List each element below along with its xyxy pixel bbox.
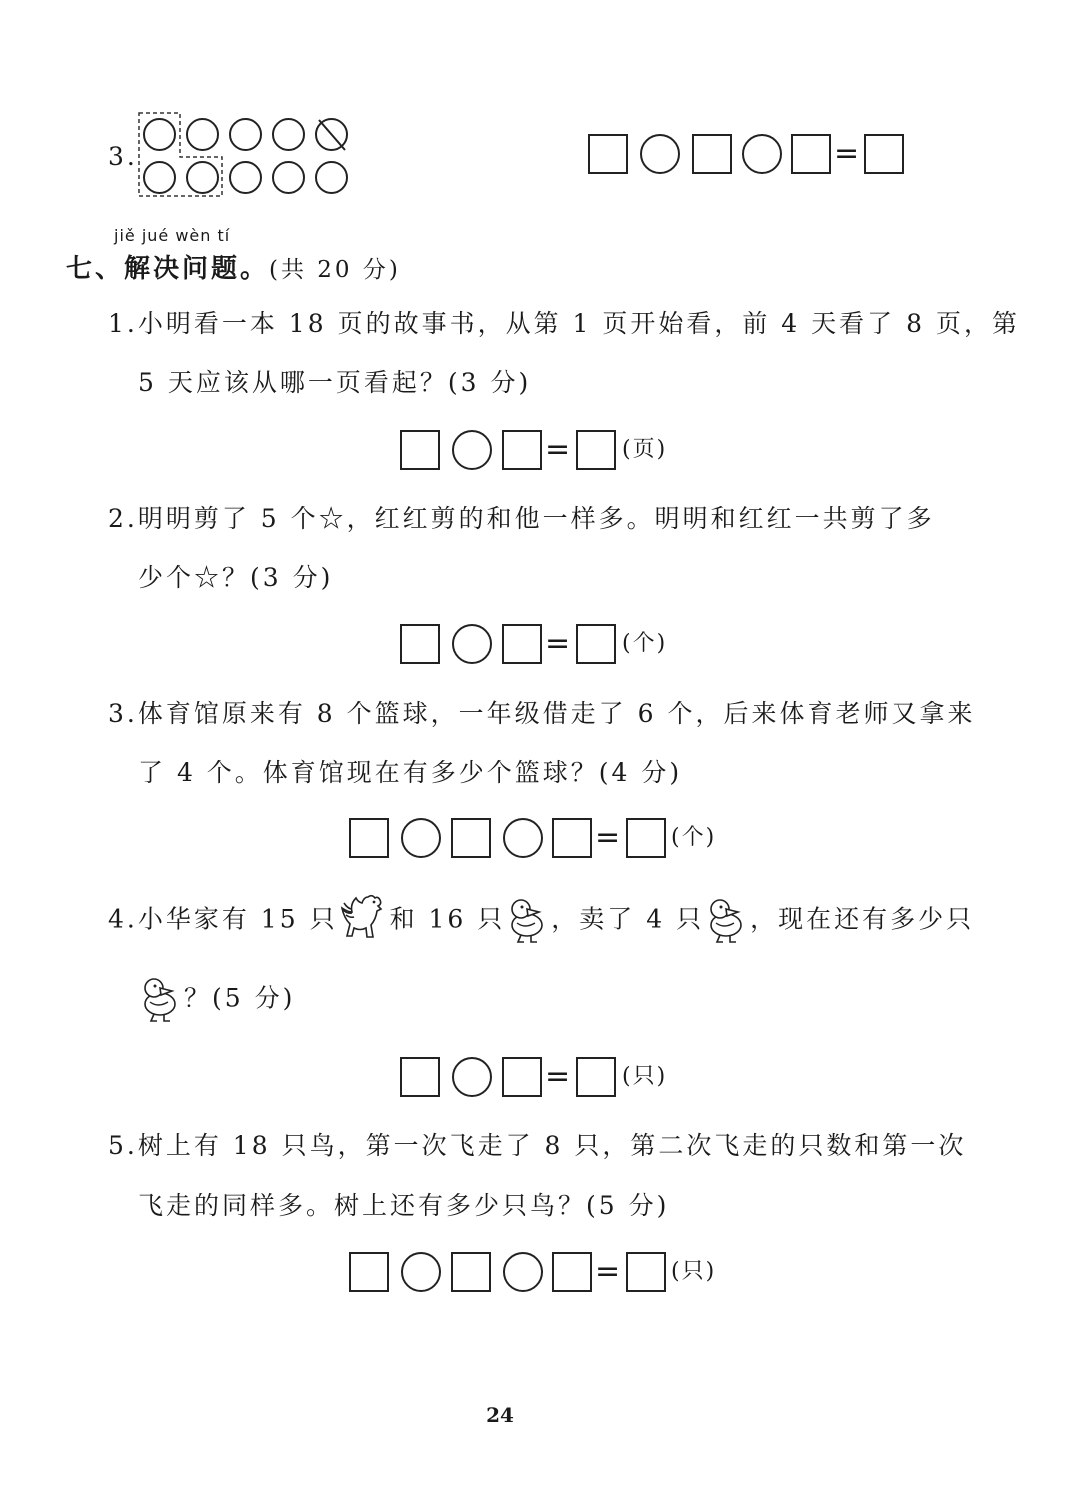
answer-box[interactable] [502,1057,542,1097]
operator-circle[interactable] [742,134,782,174]
problem-text: 树上有 18 只鸟，第一次飞走了 8 只，第二次飞走的只数和第一次 [137,1131,967,1160]
problem-2-equation [400,624,700,666]
answer-box[interactable] [502,624,542,664]
circle-shape [229,118,262,151]
circle-shape [229,161,262,194]
problem-text: ，现在还有多少只 [750,904,975,934]
prev-item-number: 3. [108,142,138,171]
problem-1-line-1 [108,307,1020,341]
equals-sign: = [595,1254,621,1289]
problem-number: 4. [108,904,138,934]
problem-text: ，卖了 4 只 [551,904,705,934]
answer-box[interactable] [791,134,831,174]
duck-icon [505,901,551,941]
problem-1-equation [400,430,700,472]
problem-number: 5. [108,1131,138,1160]
section-pinyin: jiě jué wèn tí [114,226,231,245]
unit-label: (页) [622,437,668,462]
answer-box[interactable] [400,430,440,470]
problem-text: 体育馆原来有 8 个篮球，一年级借走了 6 个，后来体育老师又拿来 [137,699,976,728]
answer-box[interactable] [626,818,666,858]
problem-text: 小明看一本 18 页的故事书，从第 1 页开始看，前 4 天看了 8 页，第 [137,309,1020,338]
problem-3-equation [349,818,749,860]
problem-4-equation [400,1057,700,1099]
problem-number: 2. [108,504,138,533]
operator-circle[interactable] [452,1057,492,1097]
problem-4-line-2 [138,980,295,1020]
circle-shape [315,161,348,194]
equals-sign: = [545,432,571,467]
problem-3-line-2: 了 4 个。体育馆现在有多少个篮球？(4 分) [138,758,683,787]
answer-box[interactable] [451,1252,491,1292]
problem-4-line-1 [108,901,974,941]
answer-box[interactable] [576,624,616,664]
prev-equation-row [588,134,908,176]
answer-box[interactable] [576,430,616,470]
section-title: 七、解决问题。 [66,254,270,284]
problem-5-line-2: 飞走的同样多。树上还有多少只鸟？(5 分) [138,1191,670,1220]
circle-shape [186,118,219,151]
unit-label: (只) [622,1064,668,1089]
unit-label: (个) [671,825,717,850]
answer-box[interactable] [552,1252,592,1292]
answer-box[interactable] [502,430,542,470]
problem-1-line-2: 5 天应该从哪一页看起？(3 分) [138,368,532,397]
problem-3-line-1 [108,697,975,731]
answer-box[interactable] [451,818,491,858]
equals-sign: = [545,1059,571,1094]
problem-5-line-1 [108,1129,966,1163]
problem-text: 明明剪了 5 个☆，红红剪的和他一样多。明明和红红一共剪了多 [137,504,935,533]
duck-icon [704,901,750,941]
operator-circle[interactable] [401,1252,441,1292]
equals-sign: = [834,136,860,171]
problem-2-line-1 [108,502,935,536]
problem-text: 小华家有 15 只 [137,904,338,934]
answer-box[interactable] [626,1252,666,1292]
problem-5-equation [349,1252,749,1294]
answer-box[interactable] [576,1057,616,1097]
answer-box[interactable] [864,134,904,174]
problem-text: ？(5 分) [184,983,296,1013]
section-header [66,248,401,287]
circle-shape [143,161,176,194]
answer-box[interactable] [349,818,389,858]
page-number: 24 [486,1403,514,1427]
problem-text: 和 16 只 [389,904,506,934]
operator-circle[interactable] [503,818,543,858]
answer-box[interactable] [692,134,732,174]
problem-2-line-2: 少个☆？(3 分) [138,563,334,592]
problem-number: 1. [108,309,138,338]
duck-icon [138,980,184,1020]
circle-shape [272,118,305,151]
answer-box[interactable] [588,134,628,174]
section-points: (共 20 分) [269,257,401,283]
operator-circle[interactable] [452,430,492,470]
circle-shape [143,118,176,151]
circle-shape [272,161,305,194]
operator-circle[interactable] [401,818,441,858]
circle-shape [186,161,219,194]
equals-sign: = [595,820,621,855]
equals-sign: = [545,626,571,661]
answer-box[interactable] [400,1057,440,1097]
answer-box[interactable] [400,624,440,664]
operator-circle[interactable] [452,624,492,664]
answer-box[interactable] [349,1252,389,1292]
answer-box[interactable] [552,818,592,858]
operator-circle[interactable] [503,1252,543,1292]
problem-number: 3. [108,699,138,728]
rooster-icon [338,901,390,941]
unit-label: (个) [622,631,668,656]
unit-label: (只) [671,1259,717,1284]
crossed-circle-shape [315,118,348,151]
operator-circle[interactable] [640,134,680,174]
circle-group-figure [138,112,358,198]
